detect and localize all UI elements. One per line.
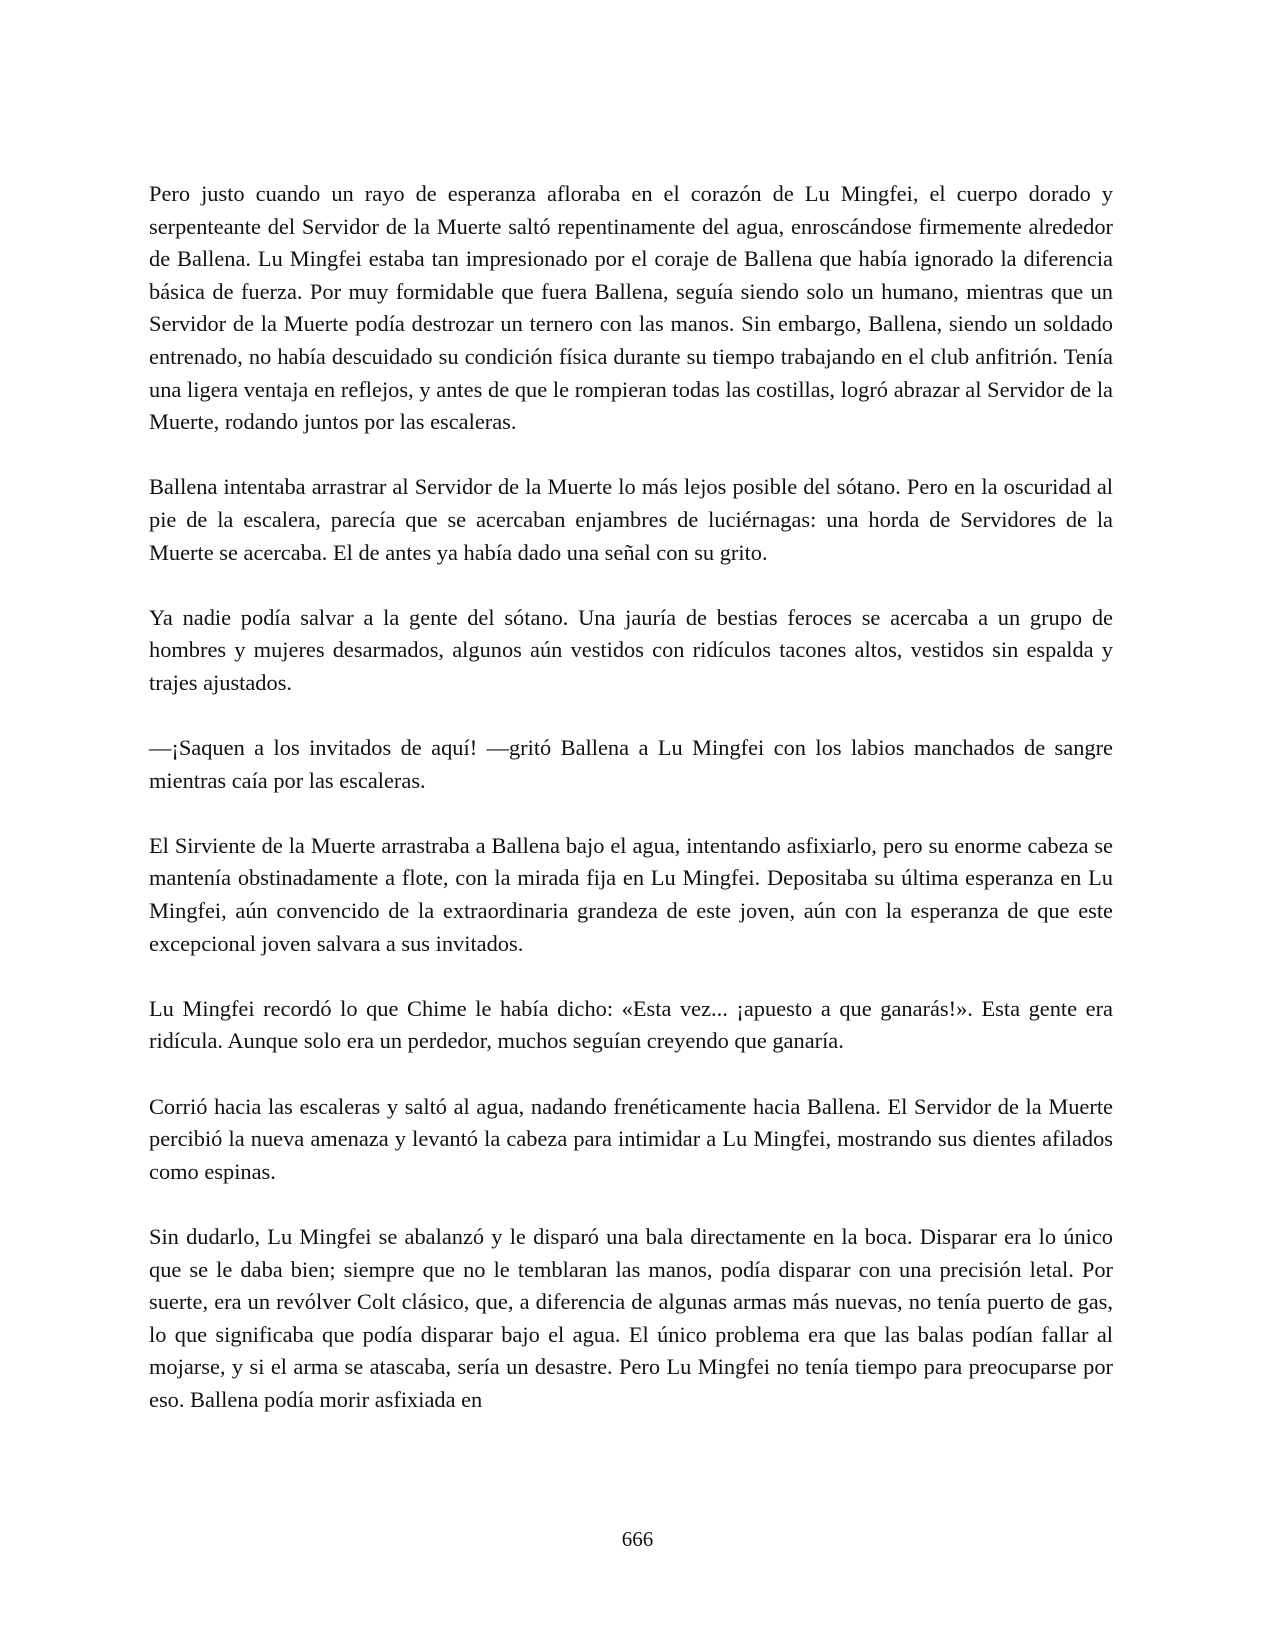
paragraph: —¡Saquen a los invitados de aquí! —gritó Ballena a Lu Mingfei con los labios manchados de sangre mientras caía por las escaleras. (149, 735, 1113, 793)
paragraph: Lu Mingfei recordó lo que Chime le había dicho: «Esta vez... ¡apuesto a que ganarás!». Esta gente era ridícula. Aunque solo era un perdedor, muchos seguían creyendo que ganaría. (149, 995, 1113, 1054)
page-number: 666 (621, 1527, 654, 1551)
paragraph: Sin dudarlo, Lu Mingfei se abalanzó y le disparó una bala directamente en la boca. Disparar era lo único que se le daba bien; siempre que no le temblaran las manos, podía disparar con una precisión letal. Por suerte, era un revólver Colt clásico, que, a diferencia de algunas armas más nuevas, no tenía puerto de gas, lo que significaba que podía disparar bajo el agua. El único problema era que las balas podían fallar al mojarse, y si el arma se atascaba, sería un desastre. Pero Lu Mingfei no tenía tiempo para preocuparse por eso. Ballena podía morir asfixiada en (149, 1224, 1113, 1412)
paragraph: Pero justo cuando un rayo de esperanza afloraba en el corazón de Lu Mingfei, el cuerpo dorado y serpenteante del Servidor de la Muerte saltó repentinamente del agua, enroscándose firmemente alrededor de Ballena. Lu Mingfei estaba tan impresionado por el coraje de Ballena que había ignorado la diferencia básica de fuerza. Por muy formidable que fuera Ballena, seguía siendo solo un humano, mientras que un Servidor de la Muerte podía destrozar un ternero con las manos. Sin embargo, Ballena, siendo un soldado entrenado, no había descuidado su condición física durante su tiempo trabajando en el club anfitrión. Tenía una ligera ventaja en reflejos, y antes de que le rompieran todas las costillas, logró abrazar al Servidor de la Muerte, rodando juntos por las escaleras. (149, 181, 1113, 435)
paragraph: Ya nadie podía salvar a la gente del sótano. Una jauría de bestias feroces se acercaba a un grupo de hombres y mujeres desarmados, algunos aún vestidos con ridículos tacones altos, vestidos sin espalda y trajes ajustados. (149, 604, 1113, 695)
paragraph: El Sirviente de la Muerte arrastraba a Ballena bajo el agua, intentando asfixiarlo, pero su enorme cabeza se mantenía obstinadamente a flote, con la mirada fija en Lu Mingfei. Depositaba su última esperanza en Lu Mingfei, aún convencido de la extraordinaria grandeza de este joven, aún con la esperanza de que este excepcional joven salvara a sus invitados. (149, 832, 1113, 956)
paragraph: Corrió hacia las escaleras y saltó al agua, nadando frenéticamente hacia Ballena. El Servidor de la Muerte percibió la nueva amenaza y levantó la cabeza para intimidar a Lu Mingfei, mostrando sus dientes afilados como espinas. (149, 1093, 1113, 1184)
paragraph: Ballena intentaba arrastrar al Servidor de la Muerte lo más lejos posible del sótano. Pero en la oscuridad al pie de la escalera, parecía que se acercaban enjambres de luciérnagas: una horda de Servidores de la Muerte se acercaba. El de antes ya había dado una señal con su grito. (149, 474, 1113, 565)
body-text (149, 178, 1113, 1449)
